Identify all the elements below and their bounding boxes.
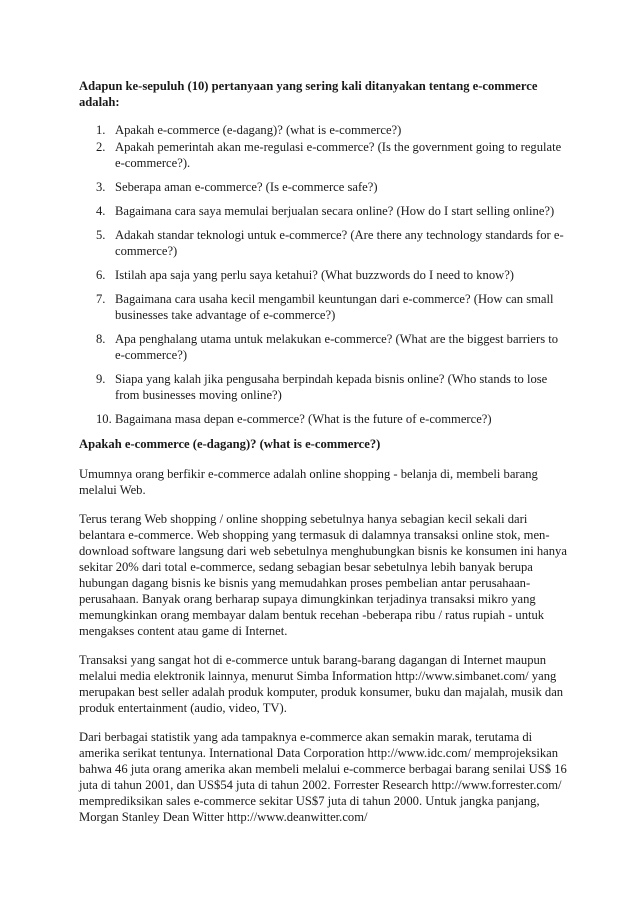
question-list — [79, 122, 567, 427]
list-item-text: Apa penghalang utama untuk melakukan e-commerce? (What are the biggest barriers to e-commerce?) — [115, 332, 559, 362]
list-item-number: 3. — [96, 180, 106, 194]
paragraph: Umumnya orang berfikir e-commerce adalah online shopping - belanja di, membeli barang melalui Web. — [79, 467, 538, 497]
list-item-number: 2. — [96, 140, 106, 154]
list-item — [79, 227, 567, 259]
list-item-number: 7. — [96, 292, 106, 306]
list-item — [79, 267, 567, 283]
list-item-number: 5. — [96, 228, 106, 242]
list-item — [79, 203, 567, 219]
paragraph: Dari berbagai statistik yang ada tampaknya e-commerce akan semakin marak, terutama di amerika serikat tentunya. International Data Corporation http://www.idc.com/ memprojeksikan bahwa 46 juta orang amerika akan membeli melalui e-commerce berbagai barang senilai US$ 16 juta di tahun 2001, dan US$54 juta di tahun 2002. Forrester Research http://www.forrester.com/ memprediksikan sales e-commerce sekitar US$7 juta di tahun 2000. Untuk jangka panjang, Morgan Stanley Dean Witter http://www.deanwitter.com/ — [79, 730, 567, 824]
list-item — [79, 122, 567, 138]
list-item-text: Siapa yang kalah jika pengusaha berpindah kepada bisnis online? (Who stands to lose from businesses moving online?) — [115, 372, 548, 402]
list-item-text: Adakah standar teknologi untuk e-commerce? (Are there any technology standards for e-commerce?) — [115, 228, 564, 258]
list-item-number: 9. — [96, 372, 106, 386]
document-page — [79, 78, 567, 838]
list-item-text: Bagaimana cara saya memulai berjualan secara online? (How do I start selling online?) — [115, 204, 555, 218]
section-title: Apakah e-commerce (e-dagang)? (what is e-commerce?) — [79, 437, 381, 451]
list-item-number: 10. — [96, 412, 112, 426]
list-item-text: Apakah pemerintah akan me-regulasi e-commerce? (Is the government going to regulate e-commerce?). — [115, 140, 562, 170]
list-item-number: 8. — [96, 332, 106, 346]
list-item-number: 1. — [96, 123, 106, 137]
list-item — [79, 139, 567, 171]
list-item — [79, 371, 567, 403]
intro-heading: Adapun ke-sepuluh (10) pertanyaan yang sering kali ditanyakan tentang e-commerce adalah: — [79, 79, 538, 109]
list-item-text: Apakah e-commerce (e-dagang)? (what is e-commerce?) — [115, 123, 402, 137]
list-item — [79, 331, 567, 363]
list-item — [79, 411, 567, 427]
list-item — [79, 179, 567, 195]
list-item-text: Bagaimana cara usaha kecil mengambil keuntungan dari e-commerce? (How can small businesses take advantage of e-commerce?) — [115, 292, 554, 322]
list-item-text: Seberapa aman e-commerce? (Is e-commerce safe?) — [115, 180, 378, 194]
list-item-text: Istilah apa saja yang perlu saya ketahui? (What buzzwords do I need to know?) — [115, 268, 515, 282]
list-item-text: Bagaimana masa depan e-commerce? (What is the future of e-commerce?) — [115, 412, 492, 426]
paragraph: Transaksi yang sangat hot di e-commerce untuk barang-barang dagangan di Internet maupun melalui media elektronik lainnya, menurut Simba Information http://www.simbanet.com/ yang merupakan best seller adalah produk komputer, produk konsumer, buku dan majalah, musik dan produk entertainment (audio, video, TV). — [79, 653, 564, 715]
list-item-number: 6. — [96, 268, 106, 282]
list-item-number: 4. — [96, 204, 106, 218]
paragraph: Terus terang Web shopping / online shopping sebetulnya hanya sebagian kecil sekali dari belantara e-commerce. Web shopping yang termasuk di dalamnya transaksi online stok, men-download software langsung dari web sebetulnya menghubungkan bisnis ke konsumen ini hanya sekitar 20% dari total e-commerce, sedang sebagian besar sebetulnya lebih banyak berupa hubungan dagang bisnis ke bisnis yang memudahkan proses pembelian antar perusahaan-perusahaan. Banyak orang berharap supaya dimungkinkan terjadinya transaksi mikro yang memungkinkan orang membayar dalam bentuk recehan -beberapa ribu / ratus rupiah - untuk mengakses content atau game di Internet. — [79, 512, 567, 638]
list-item — [79, 291, 567, 323]
